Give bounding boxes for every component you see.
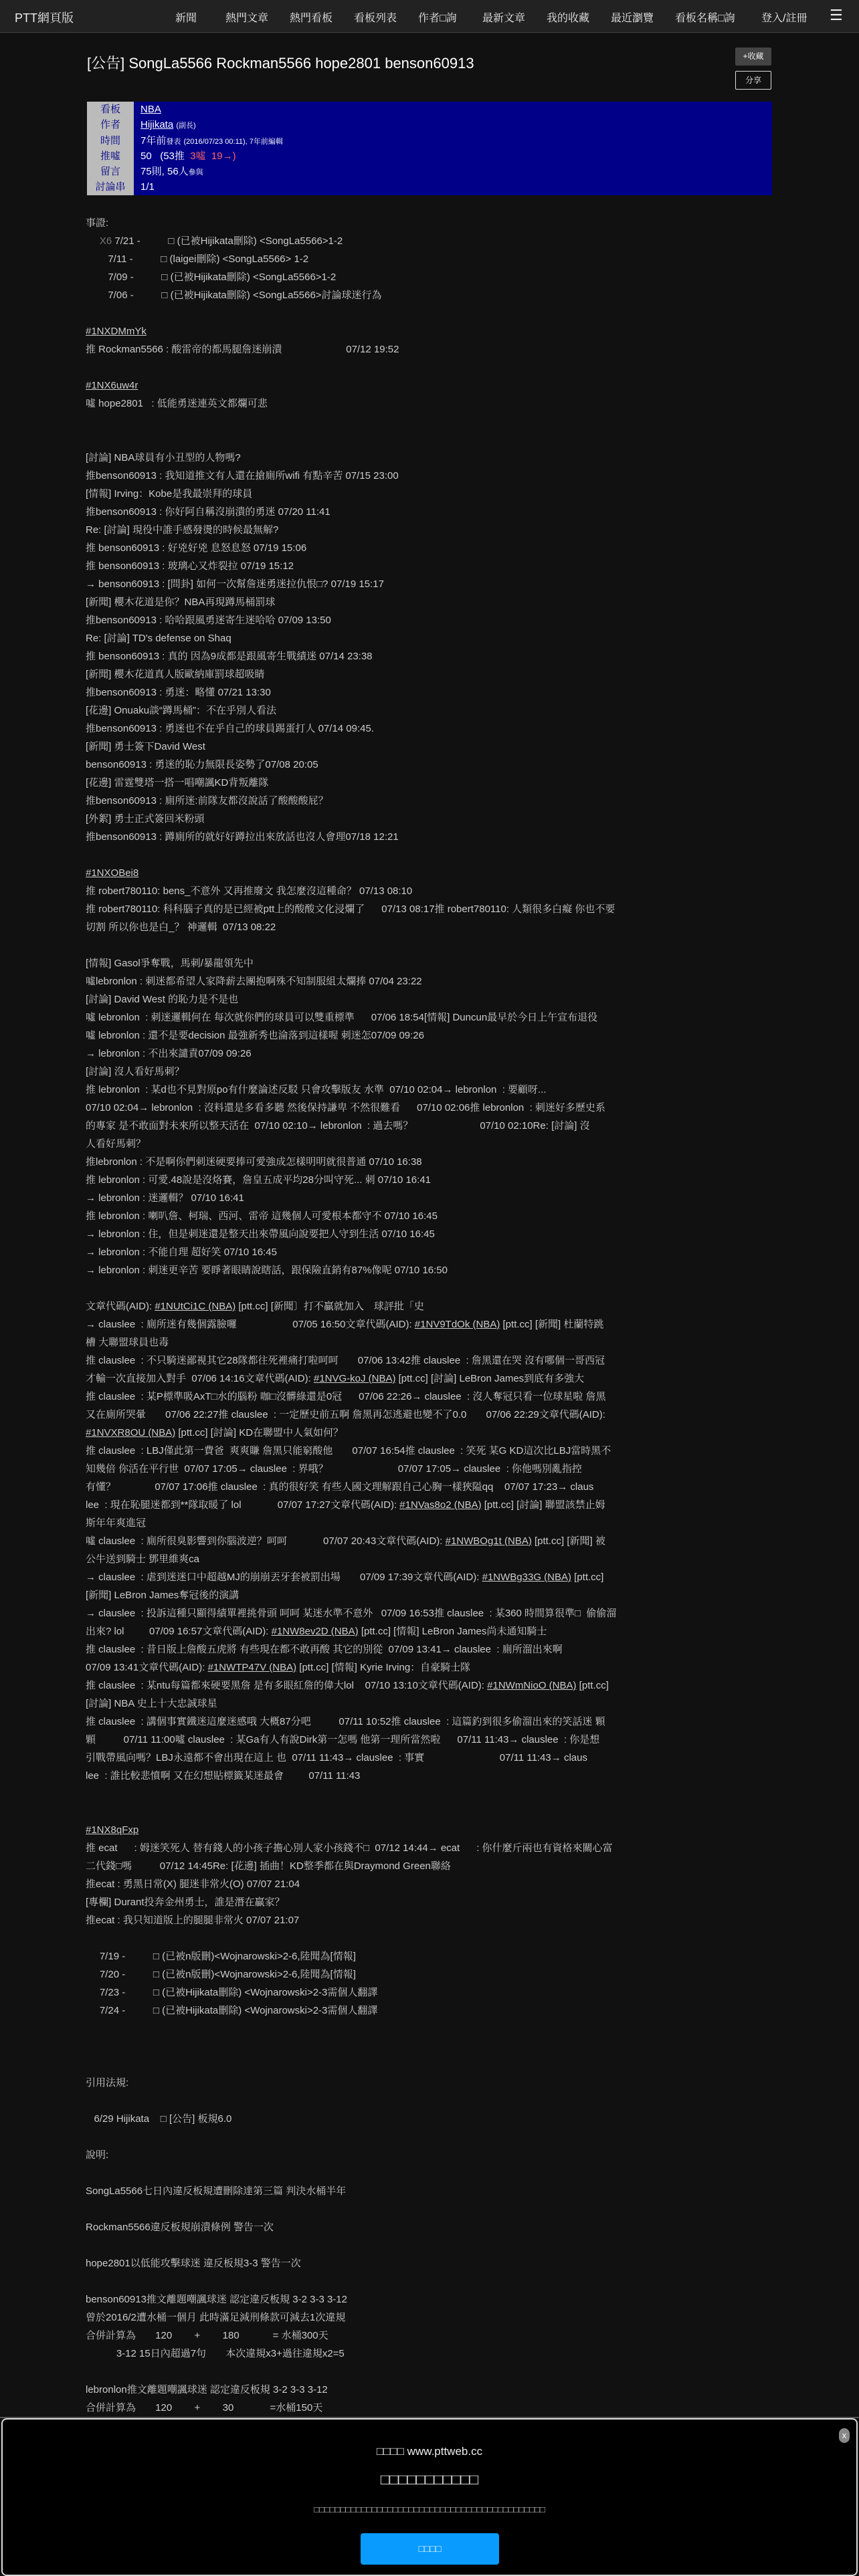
comments-count: 75則, 56人 xyxy=(140,166,189,178)
line-text: 推benson60913 : 我知道推文有人還在搶廁所wifi 有點辛苦 07/15 23:00 xyxy=(86,470,399,481)
content-line xyxy=(86,1514,775,1532)
line-text: 推 clauslee : 不只騎迷鄙視其它28隊都往死裡痛打啦呵呵 07/06 13:42推 clauslee : 詹黑還在哭 沒有哪個一哥西冠 xyxy=(86,1355,605,1366)
line-text: [外絮] 勇士正式簽回米粉頭 xyxy=(86,813,205,825)
time-edited-label: 編輯 xyxy=(268,137,283,146)
line-text: 推ecat : 勇黑日常(X) 腿迷非常火(O) 07/07 21:04 xyxy=(86,1879,300,1890)
line-text: [新聞] 櫻木花道真人版歐納庫罰球超吸睛 xyxy=(86,669,265,680)
line-text: [討論] 沒人看好馬刺？ xyxy=(86,1066,185,1077)
content-line xyxy=(86,1767,775,1785)
content-line xyxy=(86,2272,775,2290)
content-line xyxy=(86,1333,775,1352)
line-text: 人看好馬刺？ xyxy=(86,1138,147,1150)
line-text: 說明: xyxy=(86,2149,109,2161)
content-line xyxy=(86,900,775,918)
article-link[interactable]: #1NWmNioO (NBA) xyxy=(487,1680,577,1691)
content-line xyxy=(86,1388,775,1406)
line-text: 推 lebronlon : 某d也不見對原po有什麼論述反駁 只會攻擊版友 水準 07/10 02:04→ lebronlon : 要顧呀... xyxy=(86,1084,547,1095)
content-line xyxy=(86,1261,775,1279)
modal-text: □□□□□□□□□□□□□□□□□□□□□□□□□□□□□□□□□□□□□□□□□□□□ xyxy=(314,2504,545,2514)
content-line xyxy=(86,665,775,683)
line-text: 切割 所以你也是白_？ 神邏輯 07/13 08:22 xyxy=(86,922,276,933)
modal-site: □□□□ www.pttweb.cc xyxy=(376,2445,483,2458)
content-line xyxy=(86,2164,775,2182)
line-text: 顆 07/11 11:00噓 clauslee : 某Ga有人有說Dirk第一怎嗎 他第一理所當然啦 07/11 11:43→ clauslee : 你是想 xyxy=(86,1734,600,1745)
line-text: 7/23 - □ (已被Hijikata刪除) <Wojnarowski>2-3需個人翻譯 xyxy=(86,1987,378,1998)
article-body xyxy=(86,214,775,2417)
line-text: 推benson60913 : 你好阿自稱沒崩潰的勇迷 07/20 11:41 xyxy=(86,506,330,518)
line-text: Re: [討論] 現役中誰手感發燙的時候最無解? xyxy=(86,524,279,536)
content-line xyxy=(86,1532,775,1550)
line-text: 7/20 - □ (已被n版刪)<Wojnarowski>2-6,陸聞為[情報] xyxy=(86,1969,356,1980)
content-line xyxy=(86,467,775,485)
time-exact: (2016/07/23 00:11), 7年前 xyxy=(183,137,268,146)
content-line xyxy=(86,377,775,395)
article-link[interactable]: #1NWBOg1t (NBA) xyxy=(445,1535,532,1547)
content-line xyxy=(86,1478,775,1496)
share-button[interactable]: 分享 xyxy=(735,71,771,90)
line-text: 推 clauslee : LBJ僅此第一費爸 爽爽賺 詹黑只能窮酸他 07/07 16:54推 clauslee : 笑死 某G KD這次比LBJ當時黑不 xyxy=(86,1445,611,1457)
line-text: → lebronlon : 不能自理 超好笑 07/10 16:45 xyxy=(86,1247,277,1258)
votes-total: 50 xyxy=(140,150,152,162)
content-line xyxy=(86,2218,775,2236)
content-line xyxy=(86,2254,775,2272)
content-line xyxy=(86,1947,775,1965)
content-line xyxy=(86,1117,775,1135)
line-text: 公牛送到騎士 鄧里維爽ca xyxy=(86,1553,200,1565)
line-text: lebronlon推文離題嘲諷球迷 認定違反板規 3-2 3-3 3-12 xyxy=(86,2384,328,2395)
nav-hot-boards[interactable]: 熱門看板 xyxy=(290,13,333,24)
favorite-button[interactable]: +收藏 xyxy=(735,47,771,66)
comments-suffix: 參與 xyxy=(188,169,203,177)
line-text: Rockman5566違反板規崩潰條例 警告一次 xyxy=(86,2222,274,2233)
nav-board-list[interactable]: 看板列表 xyxy=(354,13,397,24)
content-line xyxy=(86,503,775,521)
line-text: benson60913推文離題嘲諷球迷 認定違反板規 3-2 3-3 3-12 xyxy=(86,2294,347,2305)
content-line xyxy=(86,702,775,720)
content-line xyxy=(86,2290,775,2309)
article-link[interactable]: #1NVas8o2 (NBA) xyxy=(399,1499,482,1511)
meta-label: 討論串 xyxy=(87,179,134,195)
line-text: → lebronlon : 刺迷更辛苦 要睜著眼睛說瞎話，跟保險直銷有87%像呢 07/10 16:50 xyxy=(86,1265,448,1276)
article-meta-table xyxy=(87,102,772,195)
line-text: 合併計算為 120 + 180 = 水桶300天 xyxy=(86,2330,328,2341)
content-line xyxy=(86,2200,775,2218)
line-text: 引戰帶風向嗎？LBJ永遠都不會出現在這上 也 07/11 11:43→ clauslee : 事實 07/11 11:43→ claus xyxy=(86,1752,587,1763)
content-line xyxy=(86,1586,775,1604)
content-line xyxy=(86,720,775,738)
content-line xyxy=(86,918,775,936)
content-line xyxy=(86,322,775,340)
content-line xyxy=(86,864,775,882)
line-text: 合併計算為 120 + 30 =水桶150天 xyxy=(86,2402,323,2413)
line-text: [花邊] Onuaku談“蹲馬桶”：不在乎別人看法 xyxy=(86,705,277,716)
content-line xyxy=(86,2236,775,2254)
content-line xyxy=(86,647,775,665)
line-text: 的專家 是不敢面對未來所以整天活在 07/10 02:10→ lebronlon : 過去嗎？ 07/10 02:10Re: [討論] 沒 xyxy=(86,1120,590,1132)
content-line xyxy=(86,882,775,900)
line-text: 噓 hope2801 : 低能勇迷連英文都爛可悲 xyxy=(86,398,268,409)
article-link[interactable]: #1NWBg33G (NBA) xyxy=(482,1572,571,1583)
meta-votes-row xyxy=(87,148,772,164)
line-text: [討論] NBA 史上十大忠誠球星 xyxy=(86,1698,217,1709)
content-line xyxy=(86,1731,775,1749)
line-text: 又在廁所哭暈 07/06 22:27推 clauslee : 一定歷史前五啊 詹黑再怎逃避也變不了0.0 07/06 22:29文章代碼(AID): xyxy=(86,1409,605,1420)
content-line xyxy=(86,268,775,286)
content-line xyxy=(86,232,775,250)
content-line xyxy=(86,2056,775,2074)
content-line xyxy=(86,1424,775,1442)
content-line xyxy=(86,1207,775,1225)
content-line xyxy=(86,395,775,413)
content-line xyxy=(86,449,775,467)
content-line xyxy=(86,1027,775,1045)
line-text: benson60913 : 勇迷的恥力無限長姿勢了07/08 20:05 xyxy=(86,759,318,770)
content-line xyxy=(86,1568,775,1586)
content-line xyxy=(86,1857,775,1875)
content-line xyxy=(86,1135,775,1153)
content-line xyxy=(86,2363,775,2381)
content-line xyxy=(86,810,775,828)
content-line xyxy=(86,1315,775,1333)
content-line xyxy=(86,340,775,358)
meta-label: 作者 xyxy=(87,117,134,132)
article-link[interactable]: #1NVG-koJ (NBA) xyxy=(313,1373,396,1384)
article-link[interactable]: #1NX6uw4r xyxy=(86,380,138,391)
line-text: → lebronlon : 不出來譴責07/09 09:26 xyxy=(86,1048,252,1059)
content-line xyxy=(86,1658,775,1677)
line-text: [ptt.cc] [新聞〕打不贏就加入 球評批「史 xyxy=(235,1301,424,1312)
content-line xyxy=(86,485,775,503)
content-line xyxy=(86,2399,775,2417)
content-line xyxy=(86,1803,775,1821)
line-text: [ptt.cc] [討論] KD在聯盟中人氣如何？ xyxy=(175,1427,344,1438)
content-line xyxy=(86,792,775,810)
line-text: 才輸一次直接加入對手 07/06 14:16文章代碼(AID): xyxy=(86,1373,314,1384)
line-text: 推lebronlon : 不是啊你們刺迷硬要捧可愛強成怎樣明明就很普通 07/10 16:38 xyxy=(86,1156,422,1168)
nav-favorites[interactable]: 我的收藏 xyxy=(547,13,590,24)
thread-value: 1/1 xyxy=(140,181,155,193)
content-line xyxy=(86,828,775,846)
line-text: 文章代碼(AID): xyxy=(86,1301,155,1312)
line-text: Re: [討論] TD's defense on Shaq xyxy=(86,633,231,644)
meta-time-row xyxy=(87,133,772,148)
meta-label: 留言 xyxy=(87,164,134,179)
content-line xyxy=(86,304,775,322)
modal-heading: □□□□□□□□□□□ xyxy=(380,2471,479,2488)
meta-author-row xyxy=(87,117,772,132)
hamburger-menu-icon[interactable]: ☰ xyxy=(830,7,843,23)
content-line xyxy=(86,1171,775,1189)
line-text: 推 Rockman5566 : 酸雷帝的都馬腿詹迷崩潰 07/12 19:52 xyxy=(86,344,399,355)
content-line xyxy=(86,936,775,954)
line-text: [新聞] 櫻木花道是你？NBA再現蹲馬桶罰球 xyxy=(86,597,276,608)
content-line xyxy=(86,1965,775,1983)
content-line xyxy=(86,1045,775,1063)
nav-author-search[interactable]: 作者□詢 xyxy=(418,13,457,24)
line-text: → clauslee : 廁所迷有幾個露臉囉 07/05 16:50文章代碼(AID): xyxy=(86,1319,415,1330)
nav-board-search[interactable]: 看板名稱□詢 xyxy=(675,13,735,24)
content-line xyxy=(86,1279,775,1297)
meta-label: 時間 xyxy=(87,133,134,148)
content-line xyxy=(86,1785,775,1803)
line-text: 07/09 13:41文章代碼(AID): xyxy=(86,1662,208,1673)
board-link[interactable]: NBA xyxy=(140,104,161,115)
modal-confirm-button[interactable]: □□□□ xyxy=(361,2533,499,2565)
article-link[interactable]: #1NUtCi1C (NBA) xyxy=(155,1301,236,1312)
line-text: 噓 lebronlon : 刺迷邏輯何在 每次就你們的球員可以雙重標準 07/06 18:54[情報] Duncun最早於今日上午宣布退役 xyxy=(86,1012,598,1023)
content-line xyxy=(86,1677,775,1695)
line-text: 二代錢□嗎 07/12 14:45Re: [花邊] 插曲！KD整季都在與Draymond Green聯絡 xyxy=(86,1860,451,1872)
line-text: → clauslee : 虐到迷迷口中超越MJ的崩崩丟牙套被罰出場 07/09 17:39文章代碼(AID): xyxy=(86,1572,482,1583)
content-line xyxy=(86,1352,775,1370)
nav-login[interactable]: 登入/註冊 xyxy=(761,13,807,24)
line-text: 7/09 - □ (已被Hijikata刪除) <SongLa5566>1-2 xyxy=(86,272,337,283)
content-line xyxy=(86,557,775,575)
line-text: 7/21 - □ (已被Hijikata刪除) <SongLa5566>1-2 xyxy=(112,235,343,247)
line-text: [新聞] LeBron James奪冠後的演講 xyxy=(86,1590,240,1601)
nav-news[interactable]: 新聞 xyxy=(175,13,197,24)
line-text: 推 clauslee : 某P標準吸AxT□水的腦粉 咖□沒髒綠還是0冠 07/06 22:26→ clauslee : 沒人奪冠只看一位球星啦 詹黑 xyxy=(86,1391,606,1402)
votes-arrow: 19→) xyxy=(211,150,236,162)
content-line xyxy=(86,250,775,268)
line-text: 噓lebronlon : 刺迷都希望人家降薪去團抱啊殊不知制服組太爛捧 07/04 23:22 xyxy=(86,976,422,987)
article-link[interactable]: #1NXOBei8 xyxy=(86,867,139,879)
content-line xyxy=(86,1839,775,1857)
line-text: → lebronlon : 迷邏輯？ 07/10 16:41 xyxy=(86,1192,244,1204)
content-line xyxy=(86,1189,775,1207)
line-text: 推 robert780110: 科科腦子真的是已經被ptt上的酸酸文化浸爛了 07/13 08:17推 robert780110: 人類很多白癡 你也不要 xyxy=(86,903,615,915)
content-line xyxy=(86,1983,775,2002)
content-line xyxy=(86,1370,775,1388)
content-line xyxy=(86,954,775,972)
content-line xyxy=(86,431,775,449)
meta-label: 推噓 xyxy=(87,148,134,164)
line-text: X6 xyxy=(86,235,112,247)
content-line xyxy=(86,1406,775,1424)
content-line xyxy=(86,2128,775,2146)
line-text: [專欄] Durant投奔金州勇士，誰是潛在贏家？ xyxy=(86,1897,285,1908)
line-text: [ptt.cc] [討論] 聯盟該禁止姆 xyxy=(481,1499,605,1511)
line-text: lee : 誰比較悲憤啊 又在幻想貼標籤某迷最會 07/11 11:43 xyxy=(86,1770,361,1782)
content-line xyxy=(86,2092,775,2110)
content-line xyxy=(86,2074,775,2092)
line-text: 噓 lebronlon : 還不是要decision 最強新秀也淪落到這樣喔 刺迷怎07/09 09:26 xyxy=(86,1030,424,1041)
article-link[interactable]: #1NV9TdOk (NBA) xyxy=(414,1319,500,1330)
content-line xyxy=(86,2110,775,2128)
content-line xyxy=(86,1640,775,1658)
content-line xyxy=(86,539,775,557)
nav-recent[interactable]: 最近瀏覽 xyxy=(611,13,654,24)
meta-label: 看板 xyxy=(87,102,134,117)
author-role: (副長) xyxy=(176,122,196,130)
content-line xyxy=(86,2038,775,2056)
content-line xyxy=(86,1008,775,1027)
content-line xyxy=(86,1911,775,1929)
content-line xyxy=(86,972,775,990)
content-line xyxy=(86,629,775,647)
line-text: 事證: xyxy=(86,217,109,229)
line-text: 出來? lol 07/09 16:57文章代碼(AID): xyxy=(86,1626,272,1637)
content-line xyxy=(86,611,775,629)
announcement-modal xyxy=(1,2418,858,2576)
line-text: [ptt.cc] xyxy=(571,1572,604,1583)
line-text: [ptt.cc] [情報] LeBron James尚未通知騎士 xyxy=(358,1626,547,1637)
content-line xyxy=(86,1297,775,1315)
content-line xyxy=(86,1442,775,1460)
line-text: [情報] Irving：Kobe是我最崇拜的球員 xyxy=(86,488,253,500)
nav-hot-articles[interactable]: 熱門文章 xyxy=(225,13,269,24)
close-icon[interactable]: x xyxy=(839,2428,850,2443)
site-logo[interactable]: PTT網頁版 xyxy=(15,11,74,25)
content-line xyxy=(86,2309,775,2327)
content-line xyxy=(86,1243,775,1261)
line-text: lee : 現在恥腿迷都到**隊取暖了 lol 07/07 17:27文章代碼(AID): xyxy=(86,1499,400,1511)
content-line xyxy=(86,575,775,593)
content-line xyxy=(86,1081,775,1099)
content-line xyxy=(86,738,775,756)
line-text: 斯年年爽進冠 xyxy=(86,1517,147,1529)
content-line xyxy=(86,1063,775,1081)
line-text: 噓 clauslee : 廁所很臭影響到你腦波逆？呵呵 07/07 20:43文章代碼(AID): xyxy=(86,1535,446,1547)
line-text: [討論] NBA球員有小丑型的人物嗎? xyxy=(86,452,241,463)
line-text: → clauslee : 投訴這種只顯得績單裡挑骨頭 呵呵 某迷水準不意外 07/09 16:53推 clauslee : 某360 時間算很準□ 偷偷溜 xyxy=(86,1608,617,1619)
line-text: 推 clauslee : 某ntu每篇都來硬要黑詹 是有多眼紅詹的偉大lol 07/10 13:10文章代碼(AID): xyxy=(86,1680,488,1691)
line-text: 7/11 - □ (laigei刪除) <SongLa5566> 1-2 xyxy=(86,253,309,265)
content-line xyxy=(86,413,775,431)
line-text: 推benson60913 : 勇迷：略懂 07/21 13:30 xyxy=(86,687,271,698)
line-text: 知幾倍 你活在平行世 07/07 17:05→ clauslee : 界哦？ 07/07 17:05→ clauslee : 你他嗎別亂指控 xyxy=(86,1463,582,1475)
content-line xyxy=(86,1622,775,1640)
line-text: 推 lebronlon : 喇叭詹、柯瑞、西河、雷帝 這幾個人可愛根本都守不 07/10 16:45 xyxy=(86,1210,438,1222)
line-text: 曾於2016/2遭水桶一個月 此時滿足減刑條款可減去1次違規 xyxy=(86,2312,346,2323)
article-link[interactable]: #1NVXR8OU (NBA) xyxy=(86,1427,176,1438)
votes-push: (53推 xyxy=(160,150,185,162)
line-text: 推 benson60913 : 好兇好兇 息怒息怒 07/19 15:06 xyxy=(86,542,307,554)
content-line xyxy=(86,1604,775,1622)
line-text: 推benson60913 : 蹲廁所的就好好蹲拉出來放話也沒人會理07/18 12:21 xyxy=(86,831,399,843)
line-text: [ptt.cc] [新聞] 杜蘭特跳 xyxy=(500,1319,604,1330)
votes-boo: 3噓 xyxy=(190,150,206,162)
top-navbar xyxy=(0,0,859,33)
content-line xyxy=(86,1821,775,1839)
content-line xyxy=(86,990,775,1008)
content-line xyxy=(86,1929,775,1947)
line-text: 推benson60913 : 勇迷也不在乎自己的球員踢蛋打人 07/14 09:45. xyxy=(86,723,375,734)
content-line xyxy=(86,756,775,774)
line-text: [新聞] 勇士簽下David West xyxy=(86,741,205,752)
content-line xyxy=(86,1749,775,1767)
line-text: [情報] Gasol爭奪戰，馬刺/暴龍領先中 xyxy=(86,958,254,969)
line-text: 推ecat : 我只知道版上的腿腿非常火 07/07 21:07 xyxy=(86,1915,300,1926)
content-line xyxy=(86,286,775,304)
content-line xyxy=(86,1099,775,1117)
line-text: 3-12 15日內超過7句 本次違規x3+過往違規x2=5 xyxy=(86,2348,345,2359)
line-text: 推 ecat : 姆迷笑死人 替有錢人的小孩子擔心別人家小孩錢不□ 07/12 14:44→ ecat : 你什麼斤兩也有資格來關心富 xyxy=(86,1842,613,1854)
time-posted-label: 發表 xyxy=(166,137,181,146)
article-title: [公告] SongLa5566 Rockman5566 hope2801 benson60913 xyxy=(87,55,474,72)
line-text: 7/24 - □ (已被Hijikata刪除) <Wojnarowski>2-3需個人翻譯 xyxy=(86,2005,378,2016)
content-line xyxy=(86,1695,775,1713)
line-text: [ptt.cc] [討論] LeBron James到底有多強大 xyxy=(395,1373,585,1384)
content-line xyxy=(86,358,775,377)
content-line xyxy=(86,1550,775,1568)
line-text: 槽 大聯盟球員也毒 xyxy=(86,1337,169,1348)
content-line xyxy=(86,593,775,611)
content-line xyxy=(86,214,775,232)
content-line xyxy=(86,2020,775,2038)
line-text: 推 benson60913 : 真的 因為9成都是跟風寄生戰績迷 07/14 23:38 xyxy=(86,651,373,662)
content-line xyxy=(86,521,775,539)
line-text: [ptt.cc] xyxy=(576,1680,609,1691)
content-line xyxy=(86,683,775,702)
line-text: 6/29 Hijikata □ [公告] 板規6.0 xyxy=(86,2113,232,2125)
line-text: [ptt.cc] [情報] Kyrie Irving：自豪騎士隊 xyxy=(296,1662,471,1673)
content-line xyxy=(86,1225,775,1243)
line-text: [花邊] 雷霆雙塔一搭一唱嘲諷KD背叛離隊 xyxy=(86,777,269,788)
line-text: → lebronlon : 住，但是刺迷還是整天出來帶風向說要把人守到生活 07/10 16:45 xyxy=(86,1228,435,1240)
content-line xyxy=(86,1875,775,1893)
content-line xyxy=(86,1496,775,1514)
line-text: SongLa5566七日內違反板規遭刪除達第三篇 判決水桶半年 xyxy=(86,2185,347,2197)
line-text: 推 lebronlon : 可愛.48說是沒烙賽，詹皇五成平均28分叫守死... 刺 07/10 16:41 xyxy=(86,1174,432,1186)
line-text: 推 benson60913 : 玻璃心又炸裂拉 07/19 15:12 xyxy=(86,560,294,572)
line-text: 7/19 - □ (已被n版刪)<Wojnarowski>2-6,陸聞為[情報] xyxy=(86,1951,356,1962)
nav-latest-articles[interactable]: 最新文章 xyxy=(482,13,526,24)
line-text: 推 clauslee : 講個事實鐵迷這麼迷感哦 大概87分吧 07/11 10:52推 clauslee : 這篇釣到很多偷溜出來的笑話迷 顆 xyxy=(86,1716,605,1727)
time-ago: 7年前 xyxy=(140,134,167,146)
content-line xyxy=(86,774,775,792)
line-text: 7/06 - □ (已被Hijikata刪除) <SongLa5566>討論球迷行為 xyxy=(86,290,382,301)
line-text: [討論] David West 的恥力是不是也 xyxy=(86,994,239,1005)
line-text: 推benson60913 : 廁所迷:前隊友都沒說話了酸酸酸屁？ xyxy=(86,795,328,807)
content-line xyxy=(86,2345,775,2363)
content-line xyxy=(86,846,775,864)
author-link[interactable]: Hijikata xyxy=(140,119,174,131)
content-line xyxy=(86,2327,775,2345)
line-text: 引用法規: xyxy=(86,2077,129,2088)
content-line xyxy=(86,1713,775,1731)
article-link[interactable]: #1NXDMmYk xyxy=(86,326,147,337)
line-text: [ptt.cc] [新聞] 被 xyxy=(531,1535,605,1547)
meta-comments-row xyxy=(87,164,772,179)
line-text: 有懂？ 07/07 17:06推 clauslee : 真的很好笑 有些人國文理解跟自己心胸一樣狹隘qq 07/07 17:23→ claus xyxy=(86,1481,594,1493)
line-text: → benson60913 : [問卦] 如何一次幫詹迷勇迷拉仇恨□? 07/19 15:17 xyxy=(86,578,384,590)
meta-thread-row xyxy=(87,179,772,195)
article-link[interactable]: #1NWTP47V (NBA) xyxy=(207,1662,297,1673)
meta-board-row xyxy=(87,102,772,117)
content-line xyxy=(86,1893,775,1911)
line-text: hope2801以低能攻擊球迷 違反板規3-3 警告一次 xyxy=(86,2258,301,2269)
article-link[interactable]: #1NX8qFxp xyxy=(86,1824,139,1836)
article-link[interactable]: #1NW8ev2D (NBA) xyxy=(271,1626,359,1637)
content-line xyxy=(86,2002,775,2020)
content-line xyxy=(86,1460,775,1478)
line-text: 07/10 02:04→ lebronlon : 沒料還是多看多聽 然後保持謙卑 不然很難看 07/10 02:06推 lebronlon : 刺迷好多歷史系 xyxy=(86,1102,605,1113)
content-line xyxy=(86,2381,775,2399)
content-line xyxy=(86,2182,775,2200)
line-text: 推 clauslee : 昔日版上詹酸五虎將 有些現在都不敢再酸 其它的別從 07/09 13:41→ clauslee : 廁所溜出來啊 xyxy=(86,1644,563,1655)
content-line xyxy=(86,2146,775,2164)
line-text: 推benson60913 : 哈哈跟風勇迷寄生迷哈哈 07/09 13:50 xyxy=(86,615,331,626)
content-line xyxy=(86,1153,775,1171)
line-text: 推 robert780110: bens_不意外 又再推廢文 我怎麼沒這種命？ 07/13 08:10 xyxy=(86,885,413,897)
